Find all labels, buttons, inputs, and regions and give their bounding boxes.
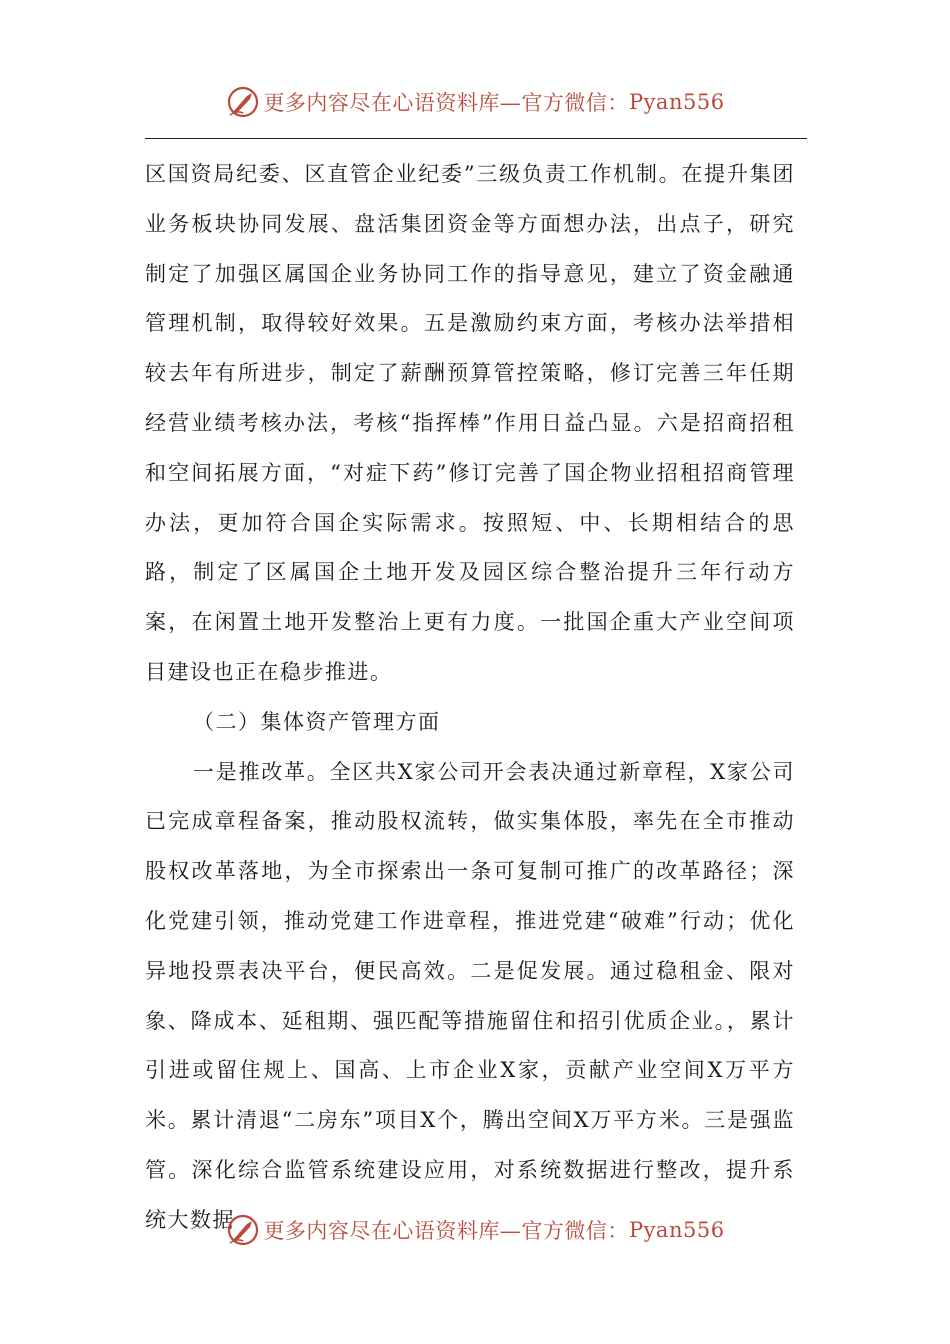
footer-wechat-id: Pyan556 bbox=[628, 1218, 725, 1242]
section-heading: （二）集体资产管理方面 bbox=[193, 709, 441, 734]
footer-banner-text: 更多内容尽在心语资料库—官方微信： bbox=[263, 1219, 629, 1243]
pen-nib-logo-icon bbox=[225, 1212, 261, 1248]
pen-nib-logo-icon bbox=[225, 84, 261, 120]
header-banner-text: 更多内容尽在心语资料库—官方微信： bbox=[263, 91, 629, 115]
body-paragraph-1: 区国资局纪委、区直管企业纪委”三级负责工作机制。在提升集团业务板块协同发展、盘活集团资金等方面想办法，出点子，研究制定了加强区属国企业务协同工作的指导意见，建立了资金融通管理机制，取得较好效果。五是激励约束方面，考核办法举措相较去年有所进步，制定了薪酬预算管控策略，修订完善三年任期经营业绩考核办法，考核“指挥棒”作用日益凸显。六是招商招租和空间拓展方面，“对症下药”修订完善了国企物业招租招商管理办法，更加符合国企实际需求。按照短、中、长期相结合的思路，制定了区属国企土地开发及园区综合整治提升三年行动方案，在闲置土地开发整治上更有力度。一批国企重大产业空间项目建设也正在稳步推进。 bbox=[145, 162, 795, 684]
document-body bbox=[145, 150, 795, 1246]
header-divider bbox=[145, 138, 807, 139]
body-paragraph-2: 一是推改革。全区共X家公司开会表决通过新章程，X家公司已完成章程备案，推动股权流转，做实集体股，率先在全市推动股权改革落地，为全市探索出一条可复制可推广的改革路径；深化党建引领，推动党建工作进章程，推进党建“破难”行动；优化异地投票表决平台，便民高效。二是促发展。通过稳租金、限对象、降成本、延租期、强匹配等措施留住和招引优质企业。，累计引进或留住规上、国高、上市企业X家，贡献产业空间X万平方米。累计清退“二房东”项目X个，腾出空间X万平方米。三是强监管。深化综合监管系统建设应用，对系统数据进行整改，提升系统大数据 bbox=[145, 759, 795, 1232]
page-header-banner bbox=[0, 80, 950, 124]
header-wechat-id: Pyan556 bbox=[628, 90, 725, 114]
page-footer-banner bbox=[0, 1208, 950, 1252]
